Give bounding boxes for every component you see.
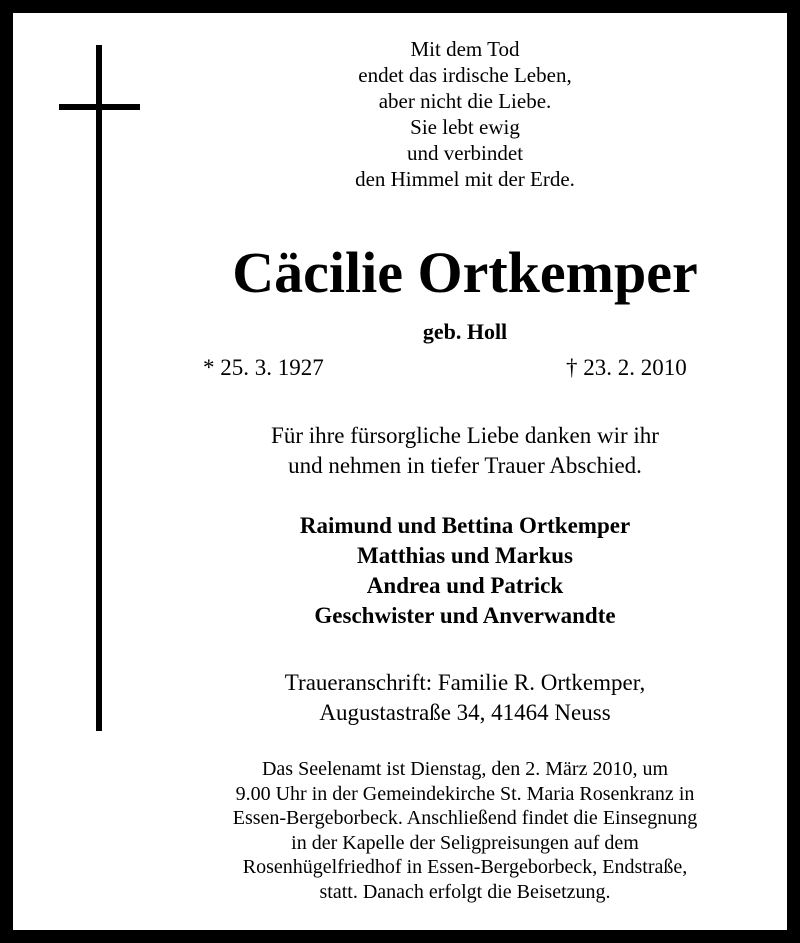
poem-line: aber nicht die Liebe. xyxy=(378,89,552,113)
service-line: Essen-Bergeborbeck. Anschließend findet die Einsegnung xyxy=(232,807,698,829)
birth-name: geb. Holl xyxy=(422,319,508,344)
poem-line: den Himmel mit der Erde. xyxy=(355,167,575,191)
mourners-list xyxy=(190,511,740,631)
thanks-text xyxy=(190,421,740,481)
service-line: Das Seelenamt ist Dienstag, den 2. März 2010, um xyxy=(261,758,669,780)
poem-line: und verbindet xyxy=(406,141,524,165)
mourner-line: Raimund und Bettina Ortkemper xyxy=(299,513,631,538)
service-line: statt. Danach erfolgt die Beisetzung. xyxy=(319,880,611,903)
mourner-line: Geschwister und Anverwandte xyxy=(314,603,616,628)
mourner-line: Andrea und Patrick xyxy=(366,573,564,598)
poem-line: Mit dem Tod xyxy=(410,37,520,61)
service-line: in der Kapelle der Seligpreisungen auf dem xyxy=(291,831,639,854)
address-line: Traueranschrift: Familie R. Ortkemper, xyxy=(284,670,646,695)
thanks-line: Für ihre fürsorgliche Liebe danken wir ihr xyxy=(271,423,659,448)
address-line: Augustastraße 34, 41464 Neuss xyxy=(319,700,611,725)
deceased-name: Cäcilie Ortkemper xyxy=(232,240,698,305)
death-date: † 23. 2. 2010 xyxy=(566,355,687,380)
mourning-address xyxy=(190,668,740,728)
poem-line: endet das irdische Leben, xyxy=(358,63,572,87)
service-line: Rosenhügelfriedhof in Essen-Bergeborbeck, Endstraße, xyxy=(242,856,688,878)
poem-line: Sie lebt ewig xyxy=(410,115,520,139)
poem xyxy=(260,36,670,192)
mourner-line: Matthias und Markus xyxy=(357,543,573,568)
funeral-service-info xyxy=(150,757,780,904)
thanks-line: und nehmen in tiefer Trauer Abschied. xyxy=(288,453,642,478)
birth-date: * 25. 3. 1927 xyxy=(203,355,324,380)
cross-icon-horizontal-bar xyxy=(59,104,140,110)
cross-icon-vertical-bar xyxy=(96,45,102,731)
service-line: 9.00 Uhr in der Gemeindekirche St. Maria Rosenkranz in xyxy=(235,782,695,805)
